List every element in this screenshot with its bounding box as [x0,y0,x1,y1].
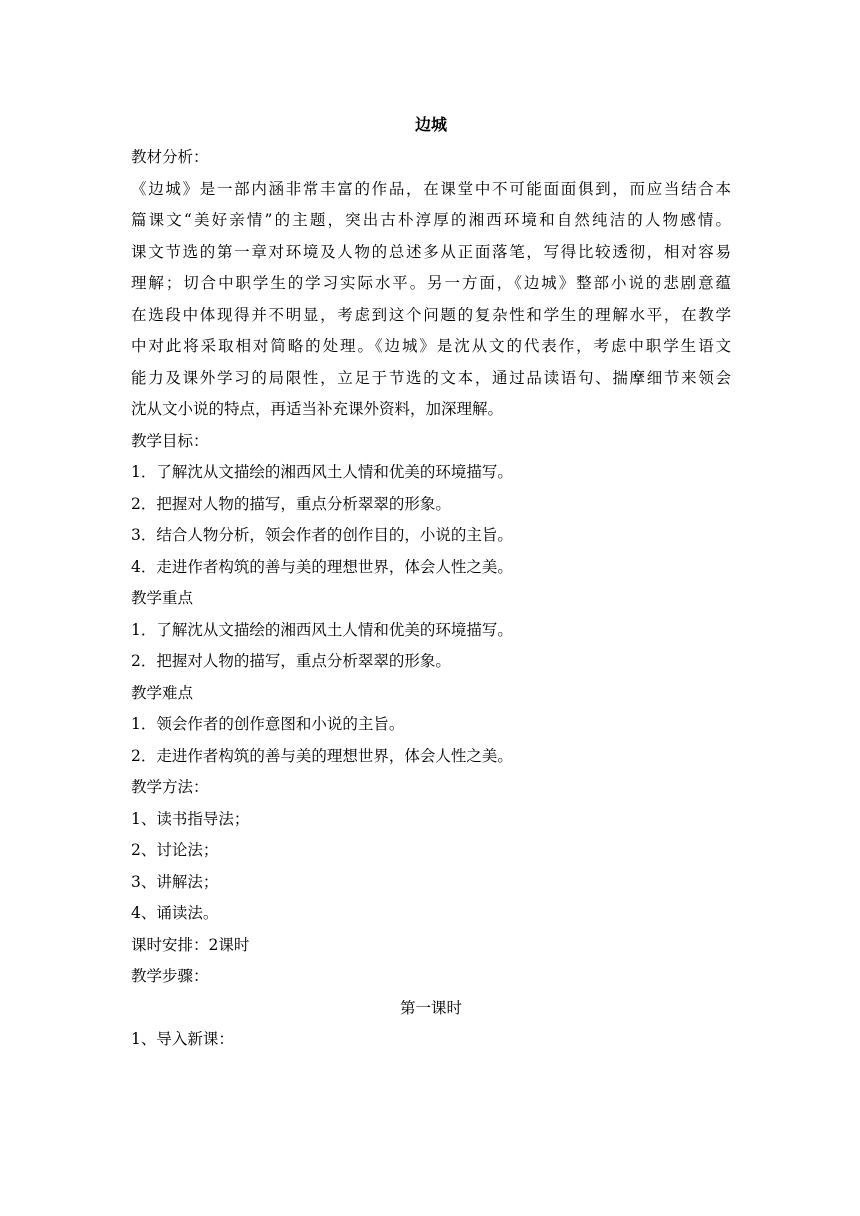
steps-heading: 教学步骤： [131,967,209,985]
analysis-line: 理解；切合中职学生的学习实际水平。另一方面，《边城》整部小说的悲剧意蕴 [131,274,731,292]
key-point-item: 2．把握对人物的描写，重点分析翠翠的形象。 [131,652,451,670]
method-item: 4、诵读法。 [131,904,219,922]
schedule-text: 课时安排：2课时 [131,935,250,954]
method-item: 1、读书指导法； [131,809,250,828]
analysis-heading: 教材分析： [131,148,209,166]
analysis-line: 在选段中体现得并不明显，考虑到这个问题的复杂性和学生的理解水平，在教学 [131,305,731,324]
document-title: 边城 [414,115,447,134]
key-point-item: 1．了解沈从文描绘的湘西风土人情和优美的环境描写。 [131,620,513,639]
goals-heading: 教学目标： [131,431,209,450]
methods-heading: 教学方法： [131,778,209,796]
goal-item: 1．了解沈从文描绘的湘西风土人情和优美的环境描写。 [131,463,513,481]
method-item: 3、讲解法； [131,872,219,891]
difficulties-heading: 教学难点 [131,683,194,702]
difficulty-item: 1．领会作者的创作意图和小说的主旨。 [131,715,405,733]
method-item: 2、讨论法； [131,841,219,859]
lesson-one-heading: 第一课时 [399,998,462,1017]
document-body [131,110,731,1056]
analysis-line: 中对此将采取相对简略的处理。《边城》是沈从文的代表作，考虑中职学生语文 [131,337,731,355]
goal-item: 3．结合人物分析，领会作者的创作目的，小说的主旨。 [131,526,513,544]
analysis-line: 能力及课外学习的局限性，立足于节选的文本，通过品读语句、揣摩细节来领会 [131,368,731,387]
analysis-line: 《边城》是一部内涵非常丰富的作品，在课堂中不可能面面俱到，而应当结合本 [131,179,731,198]
goal-item: 2．把握对人物的描写，重点分析翠翠的形象。 [131,494,451,513]
analysis-line: 课文节选的第一章对环境及人物的总述多从正面落笔，写得比较透彻，相对容易 [131,242,731,261]
goal-item: 4．走进作者构筑的善与美的理想世界，体会人性之美。 [131,557,513,576]
key-points-heading: 教学重点 [131,589,194,607]
difficulty-item: 2．走进作者构筑的善与美的理想世界，体会人性之美。 [131,746,513,765]
analysis-line: 篇课文“美好亲情”的主题，突出古朴淳厚的湘西环境和自然纯洁的人物感情。 [131,211,731,229]
step-one-text: 1、导入新课： [131,1030,234,1048]
analysis-line: 沈从文小说的特点，再适当补充课外资料，加深理解。 [131,400,504,418]
